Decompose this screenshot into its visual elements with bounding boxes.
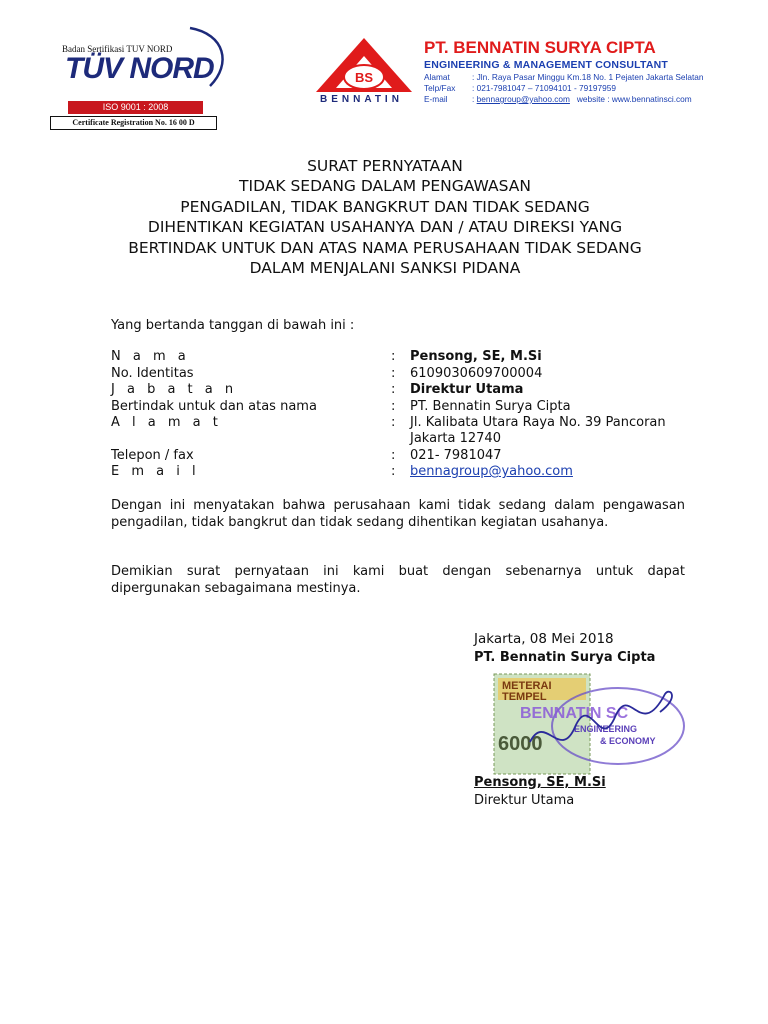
document-title [90,156,680,278]
email-link[interactable]: bennagroup@yahoo.com [410,464,573,479]
meterai-stamp-icon [490,672,690,778]
field-label-identitas: No. Identitas [111,366,194,381]
title-line: DALAM MENJALANI SANKSI PIDANA [249,259,521,278]
field-value-bertindak: PT. Bennatin Surya Cipta [410,399,571,414]
signatory-position: Direktur Utama [474,793,575,808]
field-colon: : [391,382,396,397]
bennatin-wordmark: BENNATIN [320,94,403,105]
signature-company: PT. Bennatin Surya Cipta [474,650,656,665]
stamp-and-signature [490,672,690,778]
field-label-email: E m a i l [111,464,200,479]
certificate-registration: Certificate Registration No. 16 00 D [50,116,217,130]
company-email [424,94,692,104]
title-line: BERTINDAK UNTUK DAN ATAS NAMA PERUSAHAAN TIDAK SEDANG [128,238,642,257]
tuv-nord-wordmark: TÜV NORD [65,52,214,85]
title-line: TIDAK SEDANG DALAM PENGAWASAN [239,177,531,196]
field-label-jabatan: J a b a t a n [111,382,238,397]
phone-value: : 021-7981047 – 71094101 - 79197959 [472,83,616,93]
address-label: Alamat [424,72,450,82]
iso-badge: ISO 9001 : 2008 [68,101,203,114]
field-value-jabatan: Direktur Utama [410,382,524,397]
field-value-telepon: 021- 7981047 [410,448,502,463]
field-colon: : [391,366,396,381]
field-value-alamat: Jl. Kalibata Utara Raya No. 39 Pancoran [410,415,666,430]
triangle-logo-icon [312,36,416,96]
company-stamp-line3: & ECONOMY [600,736,656,746]
address-value: : Jln. Raya Pasar Minggu Km.18 No. 1 Pejaten Jakarta Selatan [472,72,704,82]
place-date: Jakarta, 08 Mei 2018 [474,631,614,647]
title-line: SURAT PERNYATAAN [307,157,463,175]
meterai-line1: METERAI [502,680,552,692]
field-colon: : [391,464,396,479]
field-label-telepon: Telepon / fax [111,448,194,463]
title-line: DIHENTIKAN KEGIATAN USAHANYA DAN / ATAU DIREKSI YANG [147,218,623,237]
tuv-nord-logo [40,24,240,127]
signatory-name: Pensong, SE, M.Si [474,775,606,790]
field-colon: : [391,349,396,364]
tuv-certification-body: Badan Sertifikasi TUV NORD [62,44,173,54]
company-stamp-line1: BENNATIN SC [520,705,629,722]
company-subtitle: ENGINEERING & MANAGEMENT CONSULTANT [424,59,669,71]
email-prefix: : [472,94,477,104]
field-value-identitas: 6109030609700004 [410,366,543,381]
paragraph-closing: Demikian surat pernyataan ini kami buat dengan sebenarnya untuk dapat dipergunakan sebagaimana mestinya. [111,564,685,596]
field-colon: : [391,399,396,414]
company-stamp-line2: ENGINEERING [574,724,638,734]
phone-label: Telp/Fax [424,83,456,93]
title-line: PENGADILAN, TIDAK BANGKRUT DAN TIDAK SEDANG [180,197,590,216]
intro-text: Yang bertanda tanggan di bawah ini : [111,318,355,333]
company-phone [424,83,616,93]
field-label-bertindak: Bertindak untuk dan atas nama [111,399,317,414]
paragraph-statement: Dengan ini menyatakan bahwa perusahaan kami tidak sedang dalam pengawasan pengadilan, tidak bangkrut dan tidak sedang dihentikan kegiatan usahanya. [111,498,685,530]
field-label-nama: N a m a [111,349,190,364]
header-email-link[interactable]: bennagroup@yahoo.com [476,94,570,104]
company-name: PT. BENNATIN SURYA CIPTA [424,38,656,57]
field-colon: : [391,415,396,430]
field-colon: : [391,448,396,463]
bennatin-logo [312,36,416,112]
field-value-alamat-line2: Jakarta 12740 [410,431,501,446]
company-address [424,72,704,82]
meterai-value: 6000 [498,733,543,755]
field-label-alamat: A l a m a t [111,415,222,430]
email-label: E-mail [424,94,448,104]
website-text: website : www.bennatinsci.com [576,94,692,104]
field-value-nama: Pensong, SE, M.Si [410,349,542,364]
meterai-line2: TEMPEL [502,691,547,703]
bs-initials: BS [354,70,374,85]
